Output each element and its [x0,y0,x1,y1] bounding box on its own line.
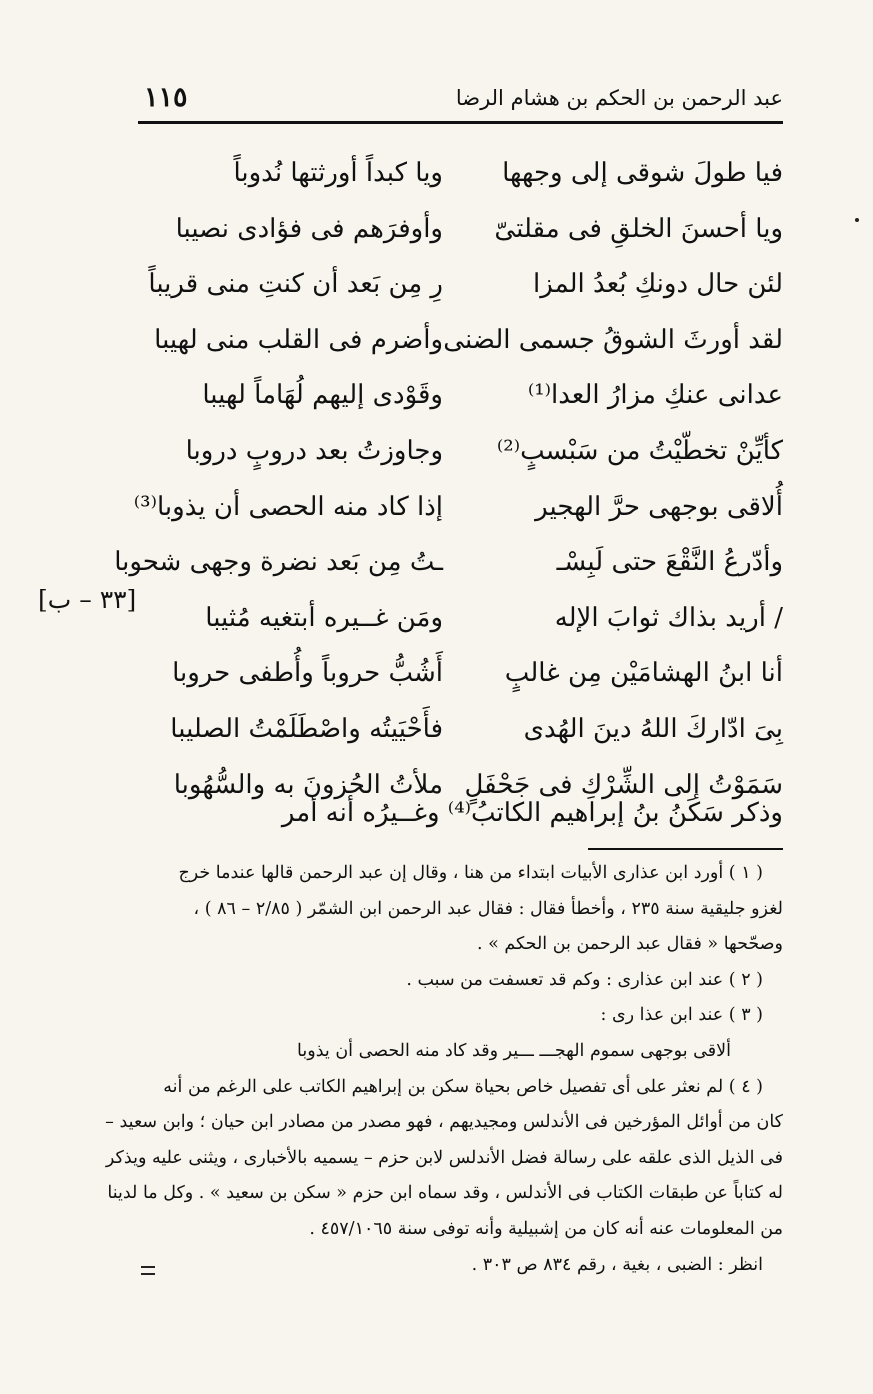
first-hemistich: بِىَ ادّاركَ اللهُ دينَ الهُدى [523,713,783,744]
first-hemistich: سَمَوْتُ إلى الشِّرْكِ فى جَحْفَلٍ [464,769,783,800]
first-hemistich: / أريد بذاك ثوابَ الإله [554,602,783,633]
footnote-line: كان من أوائل المؤرخين فى الأندلس ومجيديهم ، فهو مصدر من مصادر ابن حيان ؛ وابن سعيد – [105,1112,783,1133]
first-hemistich: ويا أحسنَ الخلقِ فى مقلتىّ [494,213,783,244]
footnote-line: له كتاباً عن طبقات الكتاب فى الأندلس ، وقد سماه ابن حزم « سكن بن سعيد » . وكل ما لدينا [107,1183,783,1204]
second-hemistich: وقَوْدى إليهم لُهَاماً لهيبا [202,380,443,411]
footnote-line: لغزو جليقية سنة ٢٣٥ ، وأخطأ فقال : فقال عبد الرحمن ابن الشمّر ( ٢/٨٥ – ٨٦ ) ، [193,898,783,919]
second-hemistich: ملأتُ الحُزونَ به والسُّهُوبا [173,769,443,800]
second-hemistich: وجاوزتُ بعد دروبٍ دروبا [185,435,443,466]
verse-line [138,204,783,260]
second-hemistich: ـتُ مِن بَعد نضرة وجهى شحوبا [114,547,443,578]
page-number: ١١٥ [144,82,188,113]
footnote-line: انظر : الضبى ، بغية ، رقم ٨٣٤ ص ٣٠٣ . [471,1254,763,1275]
verse-line [138,426,783,482]
verse-line [138,648,783,704]
marginal-folio-note: [٣٣ – ب] [38,585,137,614]
first-hemistich: أنا ابنُ الهشامَيْن مِن غالبٍ [504,658,783,689]
second-hemistich: رِ مِن بَعد أن كنتِ منى قريباً [148,269,443,300]
first-hemistich: أُلاقى بوجهى حرَّ الهجير [535,491,783,522]
second-hemistich: ويا كبداً أورثتها نُدوباً [233,158,443,188]
footnote-verse: ألاقى بوجهى سموم الهجـــ ـــير وقد كاد منه الحصى أن يذوبا [297,1040,731,1061]
verse-line [138,370,783,426]
verse-line [138,315,783,371]
first-hemistich: وأدّرعُ النَّقْعَ حتى لَبِسْـ [556,547,783,578]
second-hemistich: فأَحْيَيتُه واصْطَلَمْتُ الصليبا [170,713,443,744]
header-rule [138,121,783,124]
second-hemistich: إذا كاد منه الحصى أن يذوبا⁽³⁾ [133,491,443,522]
verse-line [138,148,783,204]
footnote-line: ( ٣ ) عند ابن عذا رى : [600,1005,763,1026]
footnote-line: من المعلومات عنه أنه كان من إشبيلية وأنه توفى سنة ٤٥٧/١٠٦٥ . [309,1218,783,1239]
first-hemistich: كأيِّنْ تخطّيْتُ من سَبْسبٍ⁽²⁾ [496,435,783,466]
double-dash-mark [141,1266,155,1275]
verse-line [114,537,783,593]
poem [114,148,783,815]
footnote-line: وصحّحها « فقال عبد الرحمن بن الحكم » . [476,934,783,955]
margin-dot [855,218,859,222]
second-hemistich: ومَن غــيره أبتغيه مُثيبا [205,602,443,633]
footnote-line: ( ٤ ) لم نعثر على أى تفصيل خاص بحياة سكن بن إبراهيم الكاتب على الرغم من أنه [163,1076,763,1097]
first-hemistich: لقد أورثَ الشوقُ جسمى الضنى [443,324,783,355]
prose-line: وذكر سَكَنُ بنُ إبراهيم الكاتبُ⁽⁴⁾ وغــيرُه أنه أمر [281,798,783,828]
verse-line [138,259,783,315]
footnote-line: فى الذيل الذى علقه على رسالة فضل الأندلس لابن حزم – يسميه بالأخبارى ، ويثنى عليه ويذكر [105,1147,783,1168]
footnote-rule [588,848,783,850]
running-header [138,80,783,120]
first-hemistich: عدانى عنكِ مزارُ العدا⁽¹⁾ [527,380,783,411]
running-title: عبد الرحمن بن الحكم بن هشام الرضا [455,86,783,110]
first-hemistich: فيا طولَ شوقى إلى وجهها [502,158,783,188]
footnote-line: ( ١ ) أورد ابن عذارى الأبيات ابتداء من هنا ، وقال إن عبد الرحمن قالها عندما خرج [178,863,763,883]
footnotes [105,856,783,1283]
verse-line [138,704,783,760]
footnote-line: ( ٢ ) عند ابن عذارى : وكم قد تعسفت من سبب . [406,969,763,990]
second-hemistich: أَشُبُّ حروباً وأُطفى حروبا [172,658,443,689]
verse-line [138,593,783,649]
first-hemistich: لئن حال دونكِ بُعدُ المزا [533,269,783,300]
second-hemistich: وأضرم فى القلب منى لهيبا [154,324,443,355]
second-hemistich: وأوفرَهم فى فؤادى نصيبا [175,213,443,244]
verse-line [133,482,783,538]
